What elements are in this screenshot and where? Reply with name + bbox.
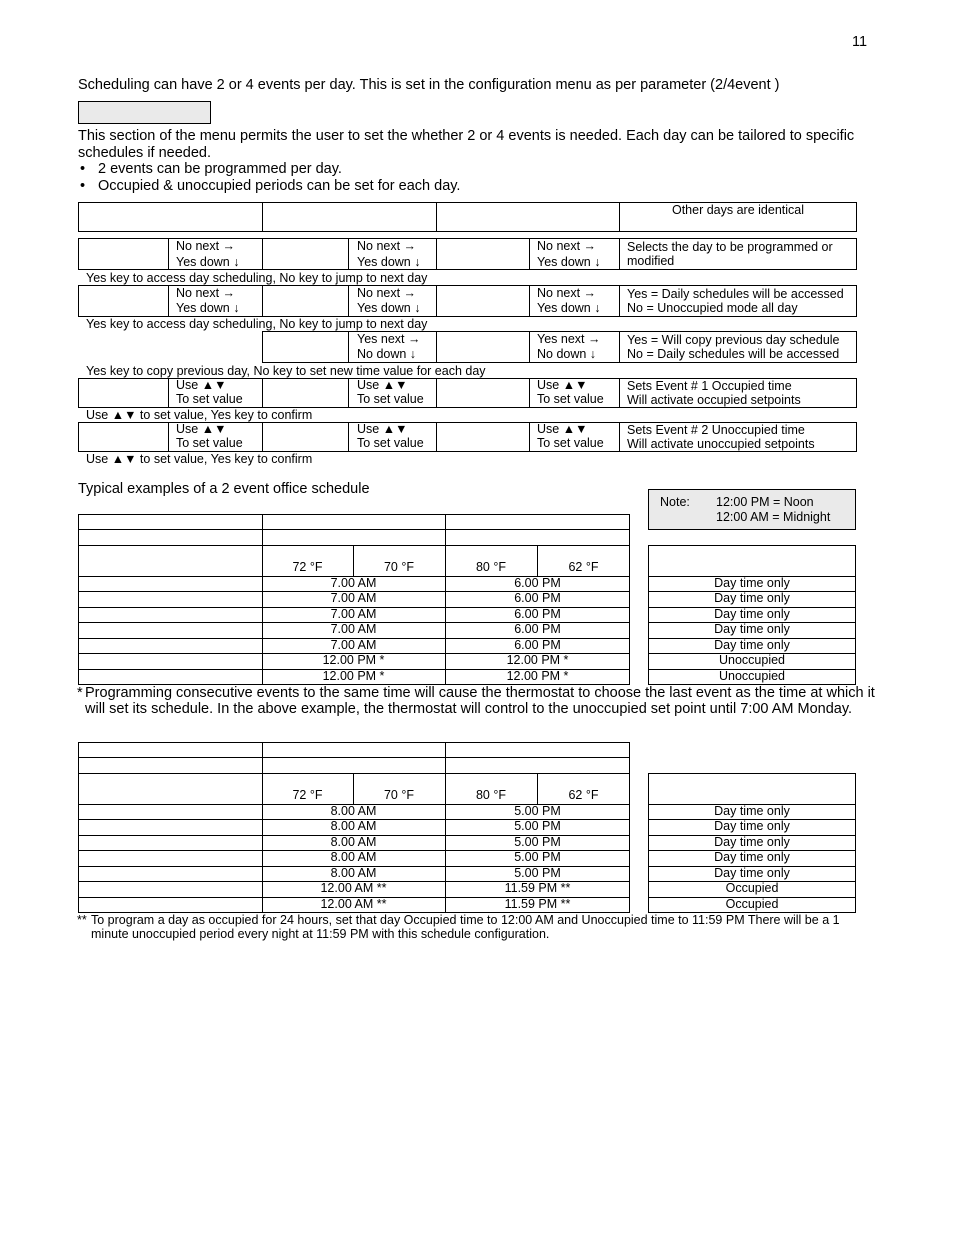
- mode-value: Day time only: [714, 638, 790, 652]
- unoccupied-time: 11.59 PM **: [504, 881, 571, 895]
- menu-key-prompt: To set value: [176, 436, 243, 450]
- occupied-time: 12.00 AM **: [320, 881, 387, 895]
- menu-description: Will activate unoccupied setpoints: [627, 437, 815, 451]
- menu-row-note: Yes key to access day scheduling, No key to jump to next day: [86, 271, 428, 285]
- header-note: Other days are identical: [671, 203, 804, 217]
- menu-description: Sets Event # 2 Unoccupied time: [627, 423, 805, 437]
- footnote-text: minute unoccupied period every night at 11:59 PM with this schedule configuration.: [91, 927, 550, 941]
- mode-value: Day time only: [714, 835, 790, 849]
- menu-key-prompt: No down ↓: [537, 347, 597, 361]
- menu-key-prompt: No next →: [176, 239, 236, 253]
- menu-key-prompt: Use ▲▼: [176, 378, 227, 392]
- examples-title: Typical examples of a 2 event office schedule: [78, 481, 370, 497]
- setpoint-value: 62 °F: [568, 788, 599, 802]
- unoccupied-time: 6.00 PM: [514, 622, 561, 636]
- menu-key-prompt: No next →: [176, 286, 236, 300]
- footnote-text: To program a day as occupied for 24 hours, set that day Occupied time to 12:00 AM and Unoccupied time to 11:59 PM There will be a 1: [91, 913, 840, 927]
- menu-key-prompt: Use ▲▼: [357, 422, 408, 436]
- menu-row-note: Yes key to copy previous day, No key to set new time value for each day: [86, 364, 486, 378]
- menu-key-prompt: No next →: [537, 286, 597, 300]
- unoccupied-time: 5.00 PM: [514, 835, 561, 849]
- occupied-time: 12.00 PM *: [322, 653, 385, 667]
- setpoint-value: 70 °F: [383, 560, 414, 574]
- menu-description: No = Daily schedules will be accessed: [627, 347, 840, 361]
- menu-description: Yes = Daily schedules will be accessed: [627, 287, 844, 301]
- intro-text: Scheduling can have 2 or 4 events per day. This is set in the configuration menu as per parameter (2/4event ): [78, 77, 780, 93]
- mode-value: Day time only: [714, 622, 790, 636]
- menu-key-prompt: Use ▲▼: [357, 378, 408, 392]
- section-paragraph: This section of the menu permits the user to set the whether 2 or 4 events is needed. Each day can be tailored to specific schedules if needed.: [78, 128, 855, 161]
- menu-key-prompt: Yes down ↓: [357, 301, 421, 315]
- menu-key-prompt: No next →: [537, 239, 597, 253]
- menu-description: Selects the day to be programmed or: [627, 240, 833, 254]
- footnote-text: will set its schedule. In the above example, the thermostat will control to the unoccupied set point until 7:00 AM Monday.: [85, 701, 853, 717]
- unoccupied-time: 5.00 PM: [514, 866, 561, 880]
- setpoint-value: 72 °F: [292, 788, 323, 802]
- unoccupied-time: 6.00 PM: [514, 638, 561, 652]
- bullet-list: [78, 161, 868, 195]
- menu-key-prompt: Yes down ↓: [176, 255, 240, 269]
- mode-value: Day time only: [714, 850, 790, 864]
- occupied-time: 7.00 AM: [330, 622, 377, 636]
- mode-value: Occupied: [725, 897, 779, 911]
- menu-key-prompt: Use ▲▼: [537, 422, 588, 436]
- menu-key-prompt: Yes down ↓: [176, 301, 240, 315]
- menu-key-prompt: Yes down ↓: [537, 301, 601, 315]
- menu-description: Yes = Will copy previous day schedule: [627, 333, 840, 347]
- menu-key-prompt: Yes down ↓: [537, 255, 601, 269]
- occupied-time: 8.00 AM: [330, 804, 377, 818]
- mode-value: Occupied: [725, 881, 779, 895]
- occupied-time: 7.00 AM: [330, 591, 377, 605]
- menu-key-prompt: To set value: [357, 436, 424, 450]
- occupied-time: 7.00 AM: [330, 576, 377, 590]
- mode-value: Day time only: [714, 607, 790, 621]
- menu-key-prompt: To set value: [537, 436, 604, 450]
- mode-value: Day time only: [714, 576, 790, 590]
- occupied-time: 12.00 PM *: [322, 669, 385, 683]
- unoccupied-time: 12.00 PM *: [506, 653, 569, 667]
- footnote-marker: *: [77, 685, 83, 701]
- menu-key-prompt: Yes next →: [537, 332, 601, 346]
- bullet-item: • Occupied & unoccupied periods can be set for each day.: [78, 178, 868, 195]
- occupied-time: 8.00 AM: [330, 835, 377, 849]
- menu-key-prompt: To set value: [357, 392, 424, 406]
- unoccupied-time: 5.00 PM: [514, 819, 561, 833]
- menu-description: Sets Event # 1 Occupied time: [627, 379, 792, 393]
- occupied-time: 8.00 AM: [330, 850, 377, 864]
- mode-value: Day time only: [714, 591, 790, 605]
- mode-value: Day time only: [714, 804, 790, 818]
- menu-row-note: Use ▲▼ to set value, Yes key to confirm: [86, 408, 313, 422]
- note-line: 12:00 PM = Noon: [716, 495, 814, 509]
- menu-row-note: Yes key to access day scheduling, No key to jump to next day: [86, 317, 428, 331]
- menu-row-note: Use ▲▼ to set value, Yes key to confirm: [86, 452, 313, 466]
- setpoint-value: 70 °F: [383, 788, 414, 802]
- menu-key-prompt: No next →: [357, 239, 417, 253]
- unoccupied-time: 6.00 PM: [514, 591, 561, 605]
- setpoint-value: 62 °F: [568, 560, 599, 574]
- setpoint-value: 80 °F: [475, 788, 506, 802]
- occupied-time: 7.00 AM: [330, 607, 377, 621]
- menu-description: modified: [627, 254, 675, 268]
- footnote-marker: **: [77, 913, 87, 927]
- occupied-time: 8.00 AM: [330, 819, 377, 833]
- occupied-time: 12.00 AM **: [320, 897, 387, 911]
- menu-key-prompt: To set value: [537, 392, 604, 406]
- menu-key-prompt: No next →: [357, 286, 417, 300]
- occupied-time: 7.00 AM: [330, 638, 377, 652]
- menu-key-prompt: Use ▲▼: [537, 378, 588, 392]
- setpoint-value: 72 °F: [292, 560, 323, 574]
- menu-description: No = Unoccupied mode all day: [627, 301, 798, 315]
- note-line: 12:00 AM = Midnight: [716, 510, 831, 524]
- occupied-time: 8.00 AM: [330, 866, 377, 880]
- mode-value: Day time only: [714, 819, 790, 833]
- unoccupied-time: 5.00 PM: [514, 804, 561, 818]
- bullet-item: • 2 events can be programmed per day.: [78, 161, 868, 178]
- page-number: 11: [852, 34, 868, 50]
- menu-key-prompt: No down ↓: [357, 347, 417, 361]
- mode-value: Day time only: [714, 866, 790, 880]
- note-box: [648, 489, 856, 530]
- setpoint-value: 80 °F: [475, 560, 506, 574]
- footnote-text: Programming consecutive events to the same time will cause the thermostat to choose the last event as the time at which it: [85, 685, 875, 701]
- unoccupied-time: 6.00 PM: [514, 576, 561, 590]
- unoccupied-time: 6.00 PM: [514, 607, 561, 621]
- menu-description: Will activate occupied setpoints: [627, 393, 801, 407]
- mode-value: Unoccupied: [718, 653, 785, 667]
- menu-title-box: [78, 101, 211, 124]
- menu-key-prompt: Yes down ↓: [357, 255, 421, 269]
- mode-value: Unoccupied: [718, 669, 785, 683]
- menu-key-prompt: To set value: [176, 392, 243, 406]
- menu-key-prompt: Use ▲▼: [176, 422, 227, 436]
- unoccupied-time: 12.00 PM *: [506, 669, 569, 683]
- unoccupied-time: 11.59 PM **: [504, 897, 571, 911]
- note-label: Note:: [660, 495, 690, 509]
- menu-key-prompt: Yes next →: [357, 332, 421, 346]
- unoccupied-time: 5.00 PM: [514, 850, 561, 864]
